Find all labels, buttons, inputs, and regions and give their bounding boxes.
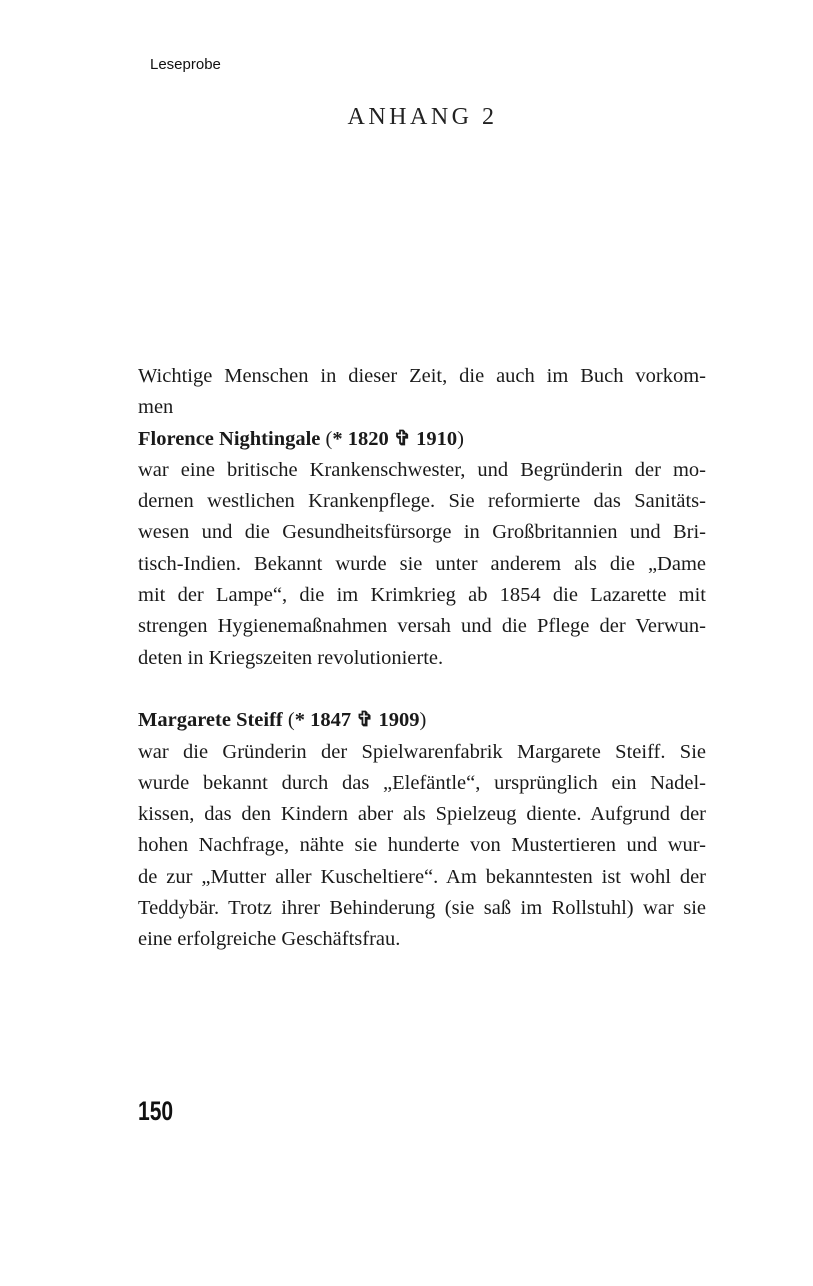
intro-paragraph: [138, 361, 706, 424]
person-heading-nightingale: Florence Nightingale (* 1820 ✞ 1910): [138, 427, 464, 450]
person-name: Margarete Steiff: [138, 709, 283, 732]
text-line: war eine britische Krankenschwester, und Begründerin der mo-: [138, 458, 706, 481]
text-line: mit der Lampe“, die im Krimkrieg ab 1854 die Lazarette mit: [138, 584, 706, 607]
person-bio-steiff: [138, 737, 706, 956]
page-number: 150: [138, 1096, 174, 1126]
page-body: [138, 361, 706, 956]
text-line: wurde bekannt durch das „Elefäntle“, ursprünglich ein Nadel-: [138, 771, 706, 794]
text-line: strengen Hygienemaßnahmen versah und die Pflege der Verwun-: [138, 615, 706, 638]
text-line: Teddybär. Trotz ihrer Behinderung (sie saß im Rollstuhl) war sie: [138, 897, 706, 920]
birth-year: * 1820: [332, 427, 389, 450]
person-name: Florence Nightingale: [138, 427, 321, 450]
text-line: hohen Nachfrage, nähte sie hunderte von Mustertieren und wur-: [138, 834, 706, 857]
watermark-label: Leseprobe: [150, 56, 221, 73]
text-line: Wichtige Menschen in dieser Zeit, die auch im Buch vorkom-: [138, 365, 706, 387]
person-bio-nightingale: [138, 455, 706, 674]
text-line: men: [138, 396, 174, 419]
text-line: de zur „Mutter aller Kuscheltiere“. Am bekanntesten ist wohl der: [138, 865, 706, 888]
text-line: wesen und die Gesundheitsfürsorge in Großbritannien und Bri-: [138, 521, 706, 544]
text-line: dernen westlichen Krankenpflege. Sie reformierte das Sanitäts-: [138, 490, 706, 513]
paragraph-spacer: [138, 674, 706, 705]
person-heading-steiff: Margarete Steiff (* 1847 ✞ 1909): [138, 709, 427, 732]
death-year: ✞ 1910: [393, 427, 458, 450]
chapter-title: ANHANG 2: [347, 104, 498, 130]
text-line: deten in Kriegszeiten revolutionierte.: [138, 646, 444, 669]
text-line: war die Gründerin der Spielwarenfabrik Margarete Steiff. Sie: [138, 740, 706, 763]
death-year: ✞ 1909: [356, 709, 420, 732]
text-line: eine erfolgreiche Geschäftsfrau.: [138, 928, 401, 951]
birth-year: * 1847: [294, 709, 352, 732]
text-line: kissen, das den Kindern aber als Spielzeug diente. Aufgrund der: [138, 803, 706, 826]
text-line: tisch-Indien. Bekannt wurde sie unter anderem als die „Dame: [138, 552, 706, 575]
